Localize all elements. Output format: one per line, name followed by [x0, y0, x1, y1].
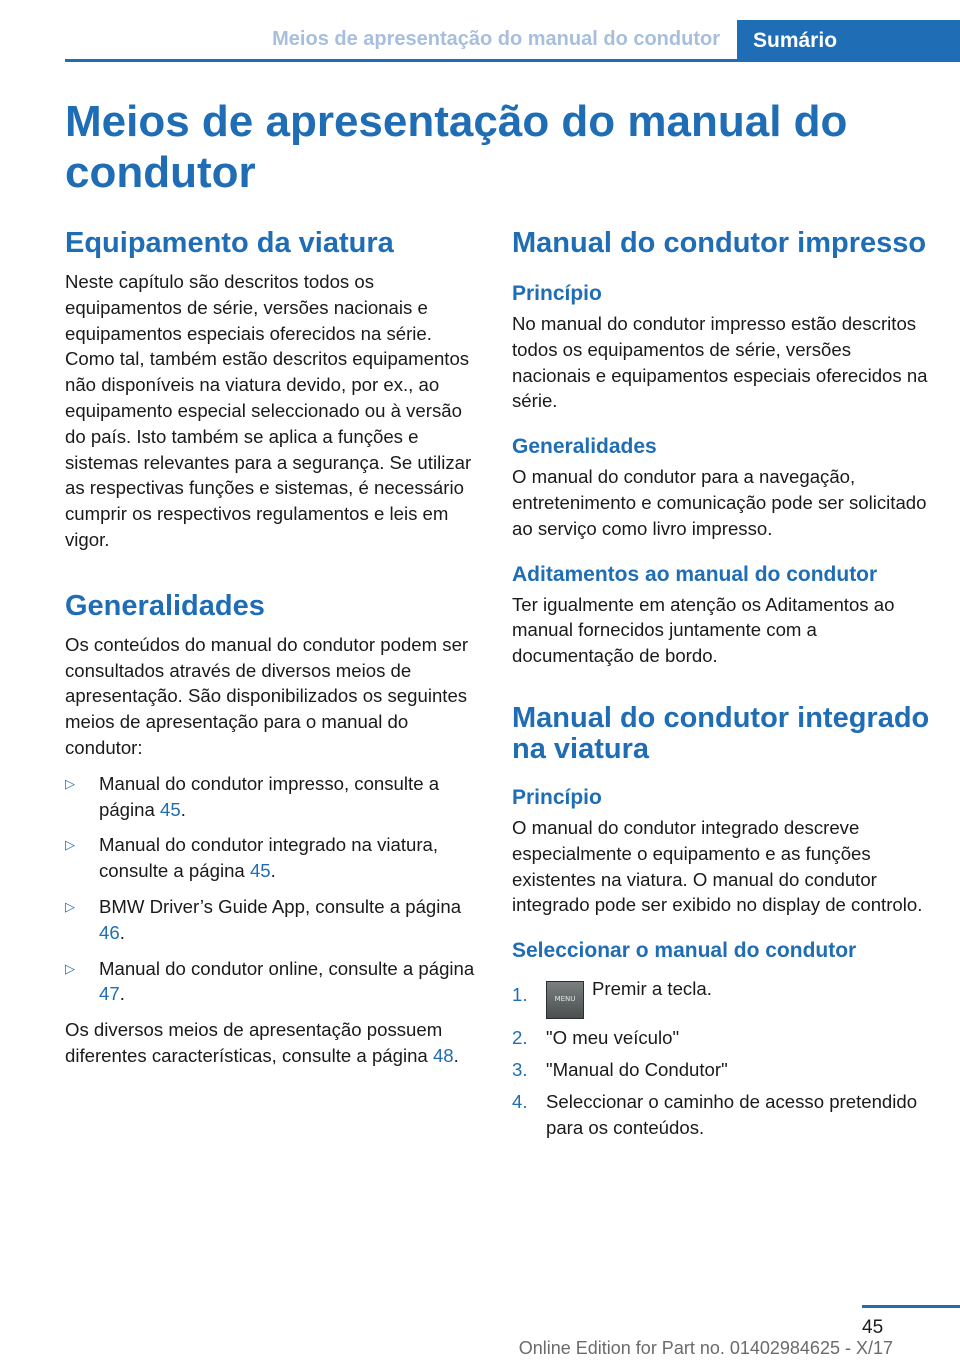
step-number: 4. — [512, 1090, 528, 1112]
list-item: ▷ Manual do condutor impresso, consulte a página 45. — [65, 772, 440, 820]
paragraph-principio-integrado: O manual do condutor integrado descreve especialmente o equipamento e as funções existentes na viatura. O manual do condutor integrado pode ser exibido no display de controlo. — [512, 816, 923, 916]
paragraph-equipamento: Neste capítulo são descritos todos os equipamentos de série, versões nacionais e equipamentos especiais oferecidos na série. Como tal, também estão descritos equipamentos não disponíveis na viatura devido, por ex., ao equipamento especial seleccionado ou à versão do país. Isto também se aplica a funções e sistemas relevantes para a segurança. Se utilizar as respectivas funções e sistemas, é necessário cumprir os respectivos regulamentos e leis em vigor. — [65, 271, 472, 550]
step-text: "Manual do Condutor" — [546, 1058, 728, 1080]
list-item: ▷ Manual do condutor online, consulte a página 47. — [65, 957, 475, 1005]
paragraph-aditamentos: Ter igualmente em atenção os Aditamentos ao manual fornecidos juntamente com a documentação de bordo. — [512, 593, 895, 667]
step-number: 2. — [512, 1027, 528, 1049]
list-item-text: Manual do condutor integrado na viatura, consulte a página — [99, 834, 439, 882]
triangle-bullet-icon: ▷ — [65, 837, 75, 853]
list-item-text: BMW Driver’s Guide App, consulte a página — [99, 895, 462, 917]
heading-generalidades: Generalidades — [65, 589, 265, 622]
page-link[interactable]: 47 — [99, 983, 120, 1005]
header-section-title: Meios de apresentação do manual do condutor — [272, 28, 720, 50]
page-number: 45 — [862, 1317, 884, 1338]
list-item — [512, 976, 932, 1019]
heading-generalidades-impresso: Generalidades — [512, 435, 657, 459]
heading-principio: Princípio — [512, 282, 602, 305]
edition-note: Online Edition for Part no. 01402984625 - X/17 — [518, 1338, 893, 1358]
step-text: "O meu veículo" — [546, 1027, 680, 1049]
menu-button-icon: MENU — [546, 981, 584, 1019]
triangle-bullet-icon: ▷ — [65, 960, 75, 976]
footer-rule — [862, 1305, 960, 1308]
list-item-text: Manual do condutor impresso, consulte a página — [99, 772, 440, 820]
closing-text: Os diversos meios de apresentação possuem diferentes características, consulte a página — [65, 1019, 443, 1066]
page-link[interactable]: 45 — [249, 860, 271, 882]
paragraph-principio: No manual do condutor impresso estão descritos todos os equipamentos de série, versões nacionais e equipamentos especiais oferecidos na série. — [512, 313, 928, 412]
paragraph-generalidades: Os conteúdos do manual do condutor podem ser consultados através de diversos meios de apresentação. São disponibilizados os seguintes meios de apresentação para o manual do condutor: — [65, 633, 469, 758]
heading-seleccionar: Seleccionar o manual do condutor — [512, 939, 857, 963]
paragraph-generalidades-impresso: O manual do condutor para a navegação, entretenimento e comunicação pode ser solicitado ao serviço como livro impresso. — [512, 466, 927, 539]
heading-manual-impresso: Manual do condutor impresso — [512, 227, 927, 259]
triangle-bullet-icon: ▷ — [65, 898, 75, 914]
step-number: 1. — [512, 984, 528, 1006]
page-link[interactable]: 48 — [432, 1044, 454, 1066]
right-column — [512, 228, 932, 1140]
tab-summary[interactable]: Sumário — [737, 20, 960, 62]
list-item: ▷ Manual do condutor integrado na viatura, consulte a página 45. — [65, 834, 439, 882]
list-item — [512, 1089, 932, 1141]
heading-manual-integrado: Manual do condutor integrado na viatura — [512, 701, 930, 765]
left-column — [65, 228, 481, 1069]
heading-principio-integrado: Princípio — [512, 785, 602, 809]
page-link[interactable]: 46 — [99, 921, 120, 943]
header-rule — [65, 59, 960, 62]
step-number: 3. — [512, 1058, 528, 1080]
heading-equipamento: Equipamento da viatura — [65, 227, 394, 259]
list-item — [512, 1025, 932, 1051]
step-text: Seleccionar o caminho de acesso pretendido para os conteúdos. — [546, 1090, 918, 1138]
page-title: Meios de apresentação do manual do condutor — [65, 97, 848, 197]
heading-aditamentos: Aditamentos ao manual do condutor — [512, 562, 878, 586]
page-link[interactable]: 45 — [160, 798, 181, 820]
triangle-bullet-icon: ▷ — [65, 775, 75, 791]
step-text: Premir a tecla. — [592, 978, 712, 1000]
list-item-text: Manual do condutor online, consulte a página — [99, 957, 475, 979]
list-item — [512, 1057, 932, 1083]
list-item: ▷ BMW Driver’s Guide App, consulte a página 46. — [65, 895, 462, 943]
paragraph-closing: Os diversos meios de apresentação possuem diferentes características, consulte a página 48. — [65, 1019, 459, 1066]
